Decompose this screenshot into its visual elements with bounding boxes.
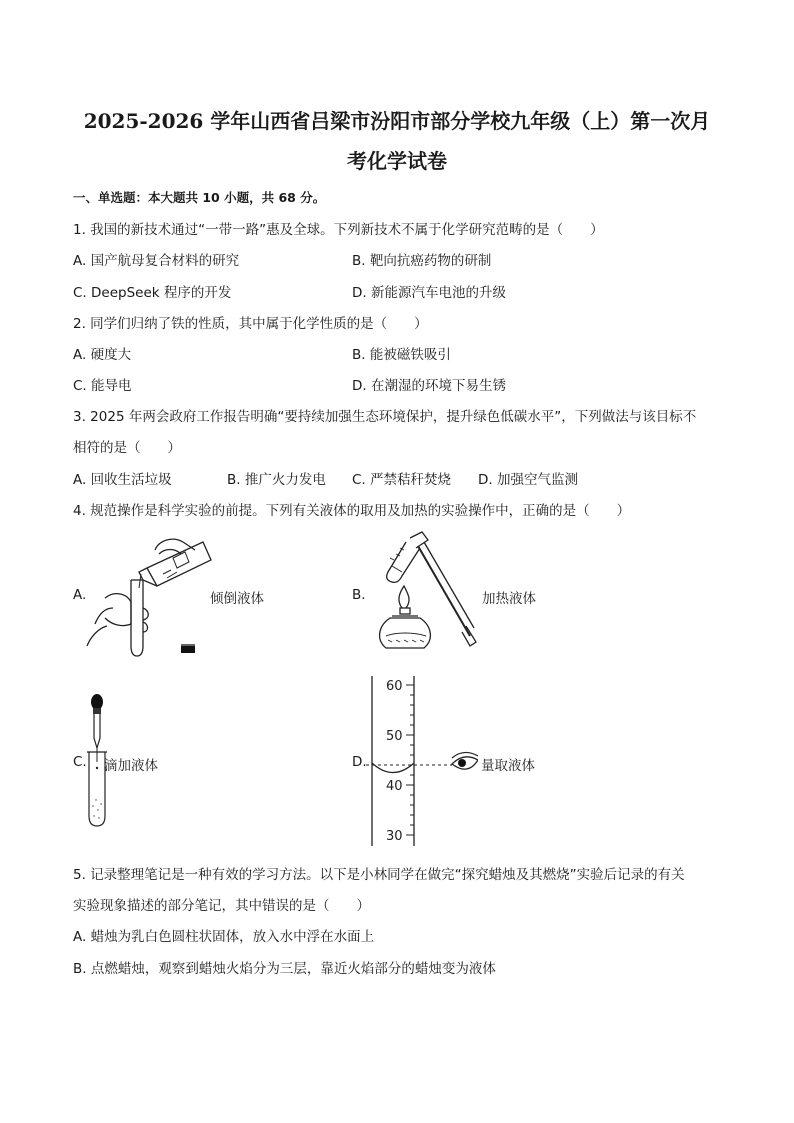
q3-stem-line2: 相符的是（ ）: [73, 440, 181, 456]
q3-option-a: A. 回收生活垃圾: [73, 472, 172, 488]
q4-stem: 4. 规范操作是科学实验的前提。下列有关液体的取用及加热的实验操作中，正确的是（ ）: [73, 503, 631, 519]
q5-stem-line2: 实验现象描述的部分笔记，其中错误的是（ ）: [73, 898, 370, 914]
q4-option-d-label: 量取液体: [481, 758, 535, 774]
q1-option-c: C. DeepSeek 程序的开发: [73, 285, 232, 301]
pouring-liquid-figure: [85, 528, 215, 660]
q1-option-b: B. 靶向抗癌药物的研制: [352, 253, 492, 269]
q5-option-b: B. 点燃蜡烛，观察到蜡烛火焰分为三层，靠近火焰部分的蜡烛变为液体: [73, 961, 496, 977]
measuring-cylinder-figure: [366, 672, 478, 848]
tick-label-40: 40: [386, 779, 403, 794]
q4-option-c-label: 滴加液体: [104, 758, 158, 774]
q2-option-a: A. 硬度大: [73, 347, 132, 363]
q2-option-d: D. 在潮湿的环境下易生锈: [352, 378, 506, 394]
q4-option-c-letter: C.: [73, 754, 87, 770]
exam-title-line2: 考化学试卷: [347, 149, 447, 173]
q3-option-b: B. 推广火力发电: [227, 472, 326, 488]
q4-option-a-label: 倾倒液体: [210, 591, 264, 607]
q5-option-a: A. 蜡烛为乳白色圆柱状固体，放入水中浮在水面上: [73, 929, 375, 945]
q4-option-d-letter: D.: [352, 754, 367, 770]
q3-option-c: C. 严禁秸秆焚烧: [352, 472, 452, 488]
q2-option-b: B. 能被磁铁吸引: [352, 347, 451, 363]
eye-icon: [452, 752, 478, 769]
tick-label-50: 50: [386, 729, 403, 744]
section-header: 一、单选题：本大题共 10 小题，共 68 分。: [73, 190, 326, 205]
q2-stem: 2. 同学们归纳了铁的性质，其中属于化学性质的是（ ）: [73, 316, 428, 332]
q1-stem: 1. 我国的新技术通过“一带一路”惠及全球。下列新技术不属于化学研究范畴的是（ ）: [73, 222, 604, 238]
heating-liquid-figure: [362, 528, 480, 660]
q1-option-d: D. 新能源汽车电池的升级: [352, 285, 506, 301]
tick-label-60: 60: [386, 679, 403, 694]
q2-option-c: C. 能导电: [73, 378, 132, 394]
q4-option-a-letter: A.: [73, 587, 87, 603]
q5-stem-line1: 5. 记录整理笔记是一种有效的学习方法。以下是小林同学在做完“探究蜡烛及其燃烧”实验后记录的有关: [73, 867, 685, 883]
q3-option-d: D. 加强空气监测: [478, 472, 578, 488]
dropper-bulb-icon: [91, 694, 103, 710]
q3-stem-line1: 3. 2025 年两会政府工作报告明确“要持续加强生态环境保护，提升绿色低碳水平”，下列做法与该目标不: [73, 409, 697, 425]
q4-option-b-label: 加热液体: [482, 591, 536, 607]
q4-option-b-letter: B.: [352, 587, 366, 603]
q1-option-a: A. 国产航母复合材料的研究: [73, 253, 240, 269]
exam-title-line1: 2025-2026 学年山西省吕梁市汾阳市部分学校九年级（上）第一次月: [83, 109, 711, 133]
tick-label-30: 30: [386, 829, 403, 844]
stopper-icon: [181, 646, 195, 653]
